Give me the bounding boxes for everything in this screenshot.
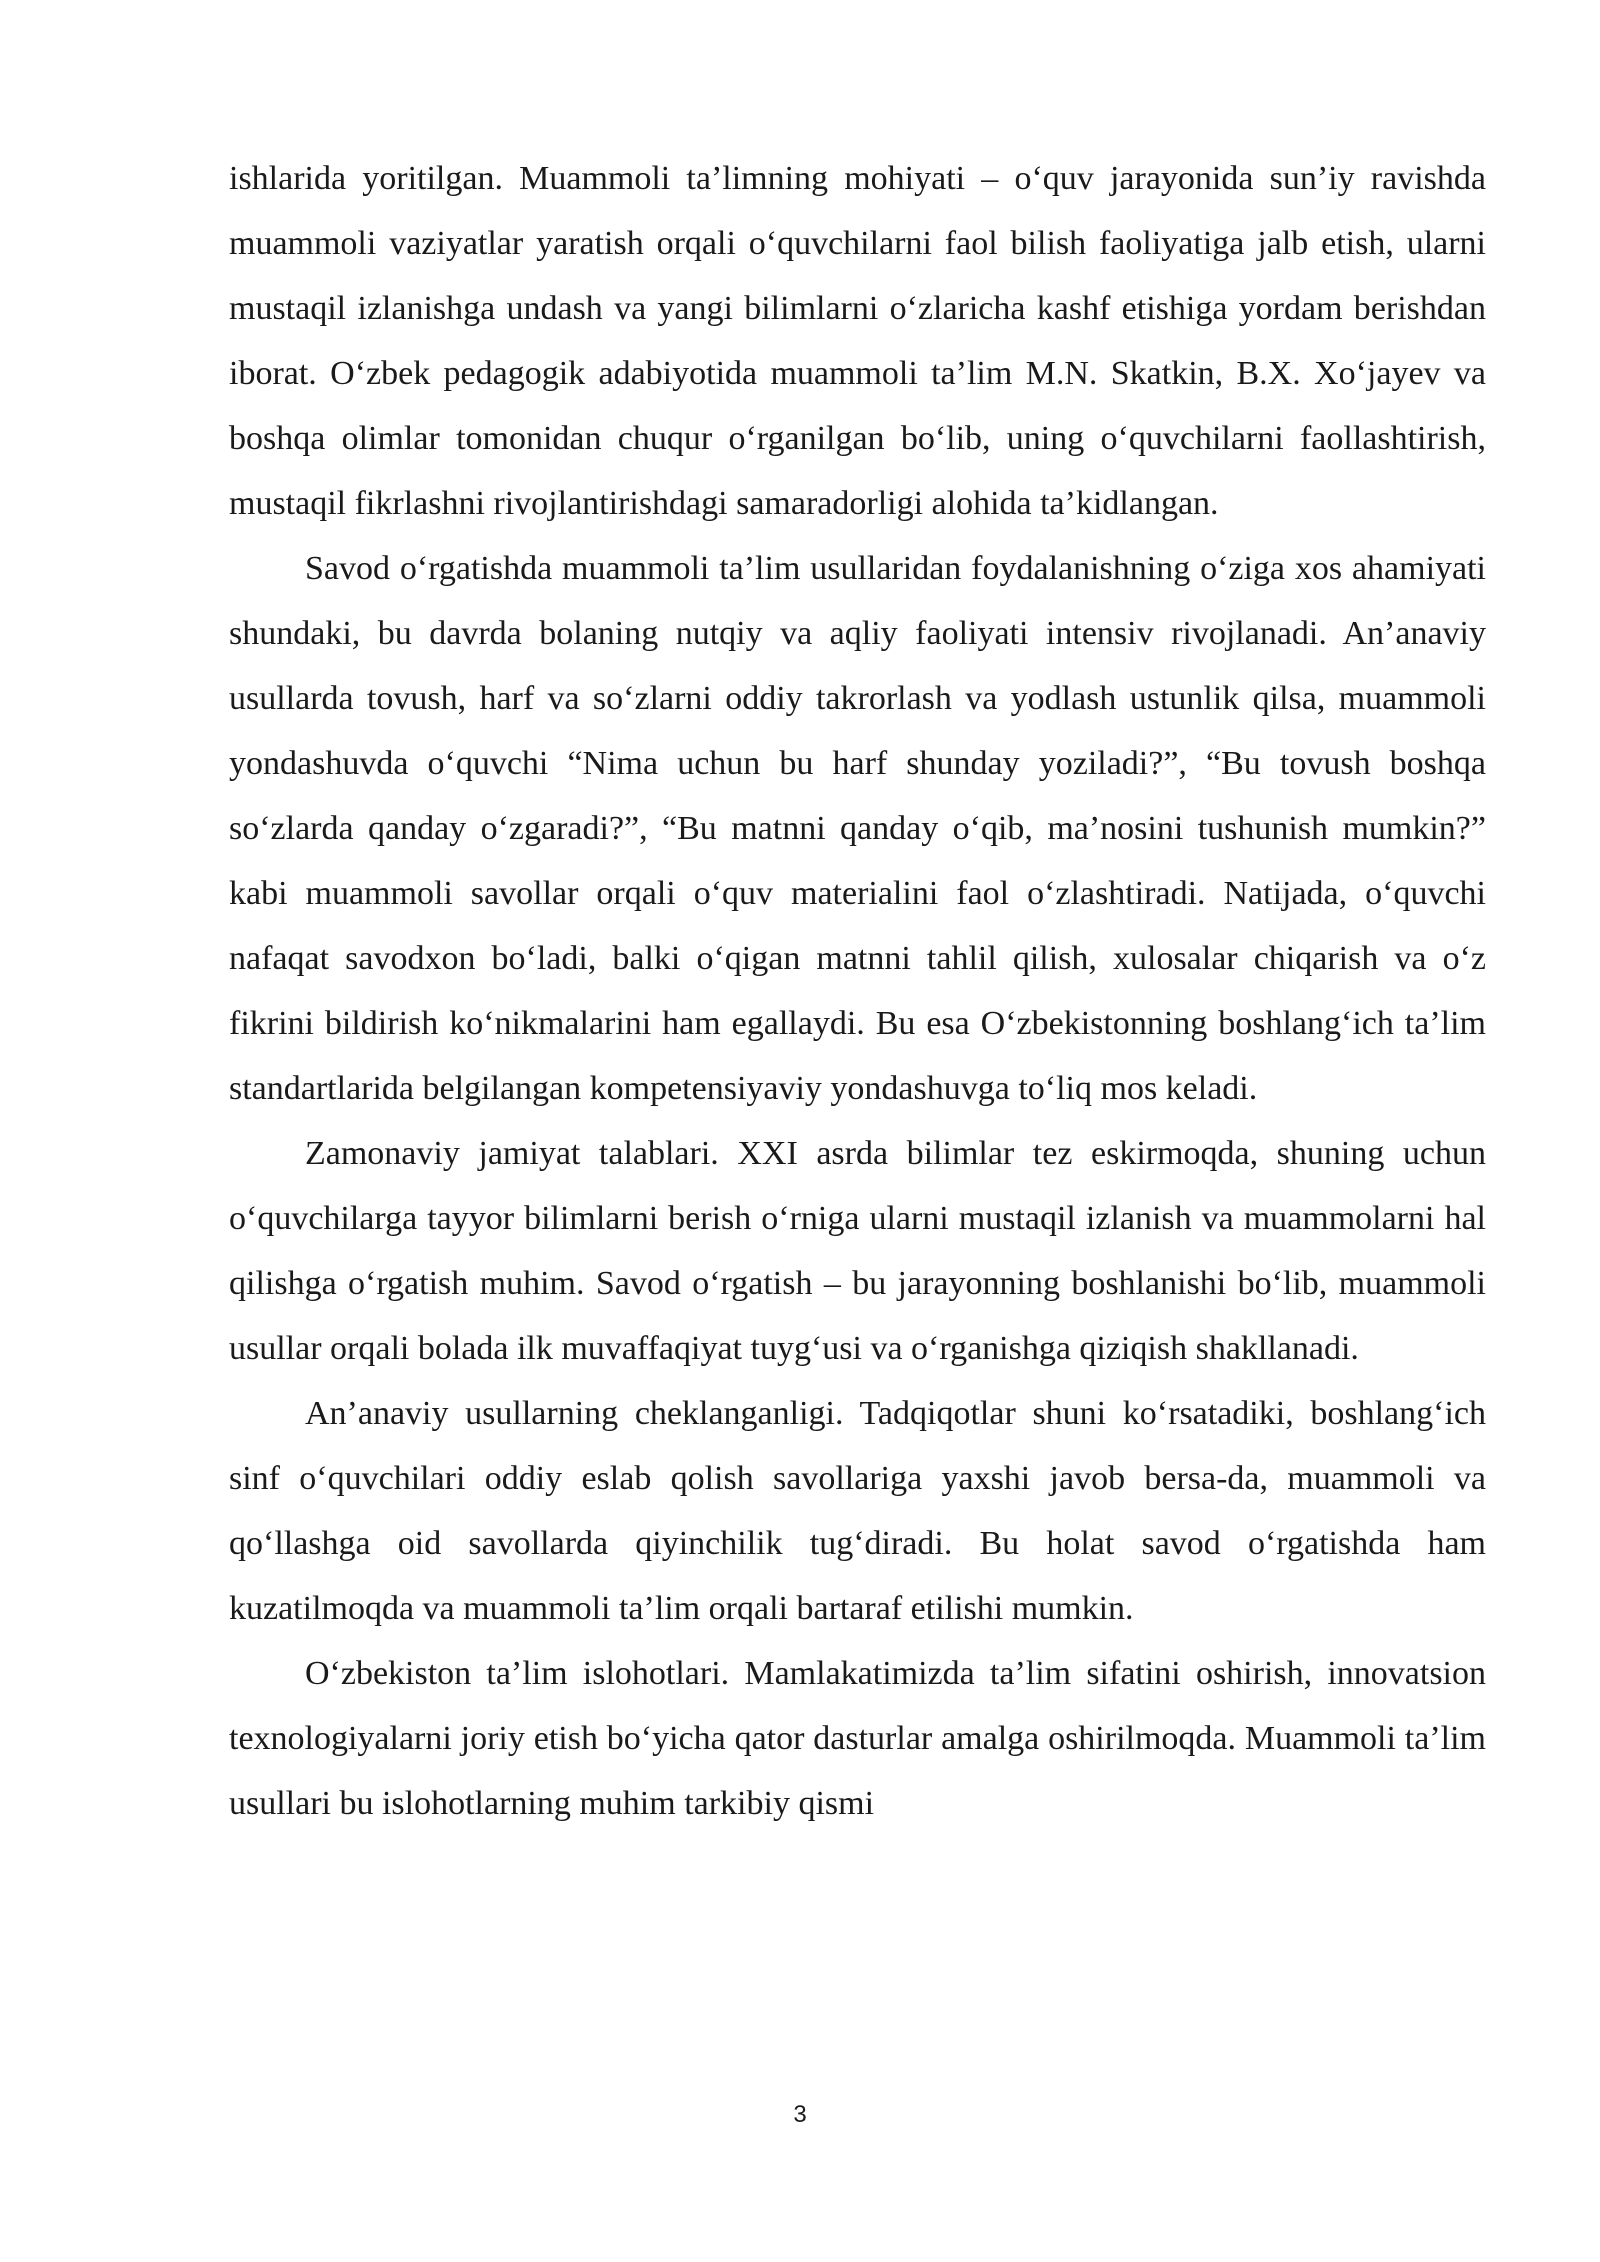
document-body: [229, 146, 1486, 1836]
paragraph-1: ishlarida yoritilgan. Muammoli ta’limning mohiyati – o‘quv jarayonida sun’iy ravishda muammoli vaziyatlar yaratish orqali o‘quvchilarni faol bilish faoliyatiga jalb etish, ularni mustaqil izlanishga undash va yangi bilimlarni o‘zlaricha kashf etishiga yordam berishdan iborat. O‘zbek pedagogik adabiyotida muammoli ta’lim M.N. Skatkin, B.X. Xo‘jayev va boshqa olimlar tomonidan chuqur o‘rganilgan bo‘lib, uning o‘quvchilarni faollashtirish, mustaqil fikrlashni rivojlantirishdagi samaradorligi alohida ta’kidlangan.: [229, 160, 1486, 522]
paragraph-2: Savod o‘rgatishda muammoli ta’lim usullaridan foydalanishning o‘ziga xos ahamiyati shundaki, bu davrda bolaning nutqiy va aqliy faoliyati intensiv rivojlanadi. An’anaviy usullarda tovush, harf va so‘zlarni oddiy takrorlash va yodlash ustunlik qilsa, muammoli yondashuvda o‘quvchi “Nima uchun bu harf shunday yoziladi?”, “Bu tovush boshqa so‘zlarda qanday o‘zgaradi?”, “Bu matnni qanday o‘qib, ma’nosini tushunish mumkin?” kabi muammoli savollar orqali o‘quv materialini faol o‘zlashtiradi. Natijada, o‘quvchi nafaqat savodxon bo‘ladi, balki o‘qigan matnni tahlil qilish, xulosalar chiqarish va o‘z fikrini bildirish ko‘nikmalarini ham egallaydi. Bu esa O‘zbekistonning boshlang‘ich ta’lim standartlarida belgilangan kompetensiyaviy yondashuvga to‘liq mos keladi.: [229, 550, 1486, 1107]
paragraph-3: Zamonaviy jamiyat talablari. XXI asrda bilimlar tez eskirmoqda, shuning uchun o‘quvchilarga tayyor bilimlarni berish o‘rniga ularni mustaqil izlanish va muammolarni hal qilishga o‘rgatish muhim. Savod o‘rgatish – bu jarayonning boshlanishi bo‘lib, muammoli usullar orqali bolada ilk muvaffaqiyat tuyg‘usi va o‘rganishga qiziqish shakllanadi.: [229, 1135, 1486, 1367]
page-number: 3: [793, 2101, 807, 2128]
paragraph-4: An’anaviy usullarning cheklanganligi. Tadqiqotlar shuni ko‘rsatadiki, boshlang‘ich sinf o‘quvchilari oddiy eslab qolish savollariga yaxshi javob bersa-da, muammoli va qo‘llashga oid savollarda qiyinchilik tug‘diradi. Bu holat savod o‘rgatishda ham kuzatilmoqda va muammoli ta’lim orqali bartaraf etilishi mumkin.: [229, 1395, 1486, 1627]
paragraph-5: O‘zbekiston ta’lim islohotlari. Mamlakatimizda ta’lim sifatini oshirish, innovatsion texnologiyalarni joriy etish bo‘yicha qator dasturlar amalga oshirilmoqda. Muammoli ta’lim usullari bu islohotlarning muhim tarkibiy qismi: [229, 1655, 1486, 1822]
